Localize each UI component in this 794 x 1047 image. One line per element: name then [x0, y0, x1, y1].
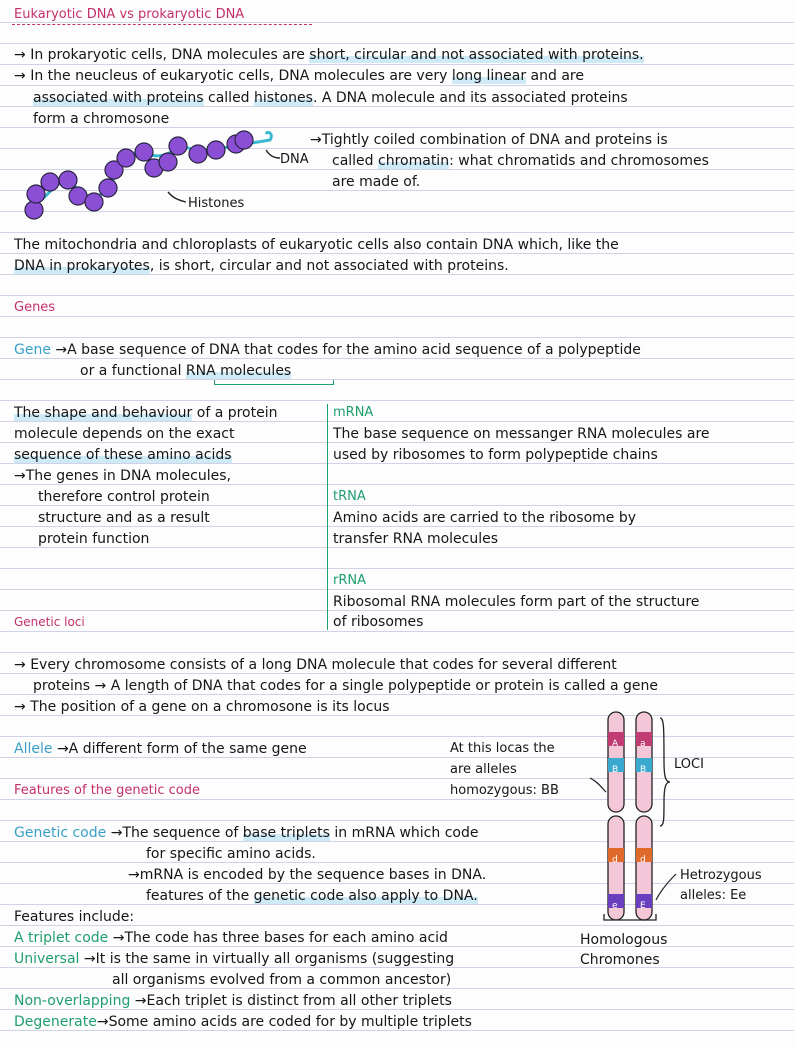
mrna-title: mRNA: [333, 405, 374, 420]
arrow-icon: →: [14, 657, 26, 673]
mito-line-1: The mitochondria and chloroplasts of eukaryotic cells also contain DNA which, like the: [14, 237, 619, 253]
left-col-5: therefore control protein: [38, 489, 210, 505]
label-d-left: d: [612, 855, 618, 865]
genes-heading: Genes: [14, 300, 56, 315]
locus-note-3: homozygous: BB: [450, 783, 559, 798]
histones-label: Histones: [188, 196, 245, 211]
rna-bracket: [214, 380, 334, 385]
genetic-code-2: for specific amino acids.: [146, 846, 316, 862]
loci-line-3: → The position of a gene on a chromosone is its locus: [14, 699, 390, 715]
homozygous-pointer: [590, 778, 606, 792]
trna-line-2: transfer RNA molecules: [333, 531, 499, 547]
left-col-4: →The genes in DNA molecules,: [14, 468, 231, 484]
chromatin-diagram: [18, 122, 318, 222]
homologous-label-2: Chromones: [580, 952, 660, 968]
feature-universal-2: all organisms evolved from a common ancestor): [112, 972, 452, 988]
label-A-left: A: [612, 739, 619, 749]
feature-universal: Universal →It is the same in virtually all organisms (suggesting: [14, 951, 455, 967]
features-include: Features include:: [14, 909, 135, 925]
intro-line-3: associated with proteins called histones. A DNA molecule and its associated proteins: [33, 90, 628, 106]
loci-line-1: → Every chromosome consists of a long DNA molecule that codes for several different: [14, 657, 617, 673]
chromatin-note-1: →Tightly coiled combination of DNA and proteins is: [310, 132, 668, 148]
label-e-left: e: [612, 901, 618, 911]
arrow-icon: →: [14, 468, 26, 484]
genetic-code-1: Genetic code →The sequence of base triplets in mRNA which code: [14, 825, 479, 841]
dna-label: DNA: [280, 152, 309, 167]
trna-title: tRNA: [333, 489, 366, 504]
feature-degenerate: Degenerate→Some amino acids are coded for by multiple triplets: [14, 1014, 472, 1030]
trna-line-1: Amino acids are carried to the ribosome by: [333, 510, 637, 526]
label-a-right: a: [640, 739, 646, 749]
arrow-icon: →: [96, 1014, 109, 1030]
arrow-icon: →: [94, 678, 107, 694]
feature-non-overlapping: Non-overlapping →Each triplet is distinct from all other triplets: [14, 993, 452, 1009]
dna-pointer: [266, 150, 280, 158]
genetic-code-3: →mRNA is encoded by the sequence bases in DNA.: [128, 867, 487, 883]
hetero-label-2: alleles: Ee: [680, 888, 747, 903]
arrow-icon: →: [55, 342, 68, 358]
genetic-loci-heading: Genetic loci: [14, 615, 85, 629]
mrna-line-1: The base sequence on messanger RNA molecules are: [333, 426, 710, 442]
arrow-icon: →: [310, 132, 322, 148]
loci-brace: [660, 718, 670, 826]
intro-line-2: → In the neucleus of eukaryotic cells, DNA molecules are very long linear and are: [14, 68, 584, 84]
homologous-chromosomes: [560, 708, 680, 923]
intro-line-4: form a chromosone: [33, 111, 170, 127]
locus-note-2: are alleles: [450, 762, 517, 777]
label-E-right: E: [640, 901, 646, 911]
mito-line-2: DNA in prokaryotes, is short, circular and not associated with proteins.: [14, 258, 509, 274]
arrow-icon: →: [14, 699, 26, 715]
arrow-icon: →: [112, 930, 125, 946]
features-heading: Features of the genetic code: [14, 783, 200, 798]
loci-label: LOCI: [674, 757, 704, 772]
rrna-title: rRNA: [333, 573, 366, 588]
loci-line-2: proteins → A length of DNA that codes for a single polypeptide or protein is called a gene: [33, 678, 659, 694]
hetero-label-1: Hetrozygous: [680, 868, 762, 883]
feature-triplet: A triplet code →The code has three bases for each amino acid: [14, 930, 448, 946]
locus-note-1: At this locas the: [450, 741, 555, 756]
left-col-6: structure and as a result: [38, 510, 210, 526]
left-col-3: sequence of these amino acids: [14, 447, 232, 463]
mrna-line-2: used by ribosomes to form polypeptide chains: [333, 447, 658, 463]
rrna-line-2: of ribosomes: [333, 614, 424, 630]
arrow-icon: →: [14, 47, 26, 63]
chromatin-note-3: are made of.: [332, 174, 421, 190]
label-B-left: B: [612, 765, 619, 775]
arrow-icon: →: [14, 68, 26, 84]
intro-line-1: → In prokaryotic cells, DNA molecules are short, circular and not associated with proteins.: [14, 47, 644, 63]
left-col-7: protein function: [38, 531, 150, 547]
rrna-line-1: Ribosomal RNA molecules form part of the structure: [333, 594, 700, 610]
gene-definition-1: Gene →A base sequence of DNA that codes for the amino acid sequence of a polypeptide: [14, 342, 641, 358]
allele-definition: Allele →A different form of the same gene: [14, 741, 307, 757]
arrow-icon: →: [56, 741, 69, 757]
left-col-1: The shape and behaviour of a protein: [14, 405, 278, 421]
arrow-icon: →: [134, 993, 147, 1009]
column-divider: [327, 404, 328, 630]
gene-definition-2: or a functional RNA molecules: [80, 363, 292, 379]
arrow-icon: →: [83, 951, 96, 967]
page-title: Eukaryotic DNA vs prokaryotic DNA: [14, 7, 245, 22]
chromatin-note-2: called chromatin: what chromatids and chromosomes: [332, 153, 709, 169]
left-col-2: molecule depends on the exact: [14, 426, 235, 442]
title-underline: [12, 24, 312, 25]
homologous-label-1: Homologous: [580, 932, 668, 948]
label-B-right: B: [640, 765, 647, 775]
heterozygous-pointer: [656, 874, 676, 900]
genetic-code-4: features of the genetic code also apply to DNA.: [146, 888, 478, 904]
label-d-right: d: [640, 855, 646, 865]
arrow-icon: →: [110, 825, 123, 841]
histones-pointer: [168, 192, 186, 202]
arrow-icon: →: [128, 867, 140, 883]
